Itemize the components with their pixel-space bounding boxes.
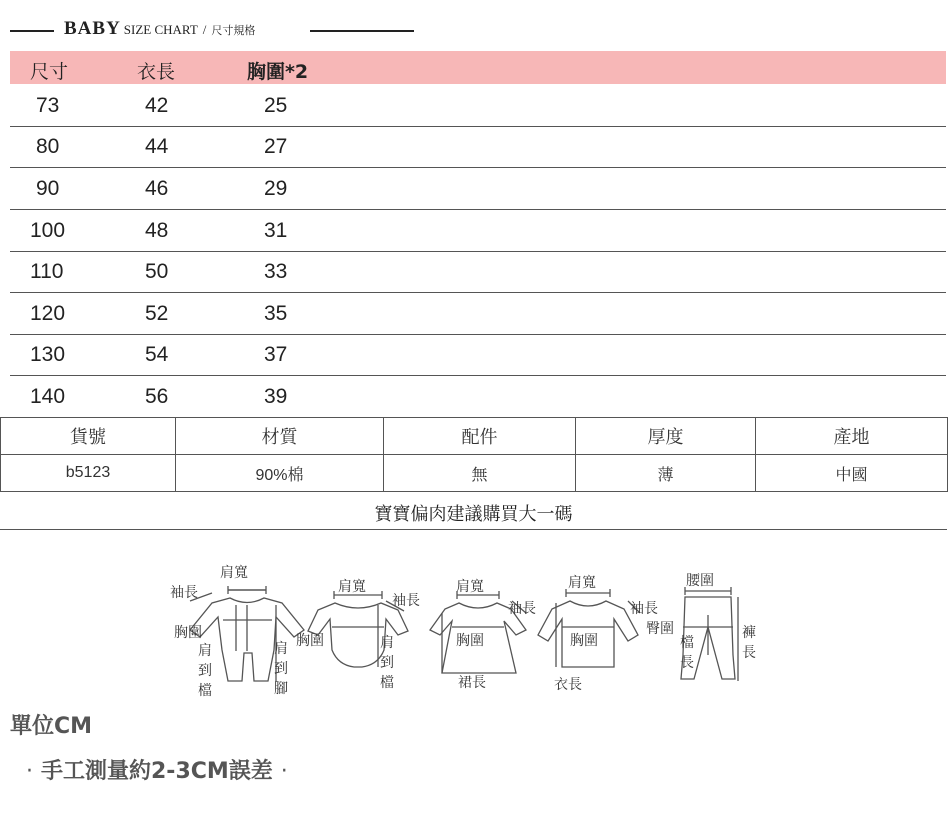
g1-foot-3: 腳 — [274, 681, 288, 697]
g5-crotch-1: 檔 — [680, 635, 694, 651]
g2-shoulder-label: 肩寬 — [338, 579, 366, 595]
info-header-origin: 產地 — [756, 418, 948, 455]
g2-sleeve-label: 袖長 — [392, 593, 420, 609]
g5-waist-label: 腰圍 — [686, 573, 714, 589]
bullet-dot-right: · — [280, 759, 288, 784]
unit-note: 單位CM — [10, 714, 93, 739]
g1-crotch-3: 檔 — [198, 683, 212, 699]
g2-crotch-3: 檔 — [380, 675, 394, 691]
cell-length: 56 — [145, 385, 169, 408]
measurement-diagram — [160, 555, 780, 705]
table-row — [10, 210, 946, 252]
g2-crotch-2: 到 — [380, 655, 394, 671]
cell-chest: 37 — [264, 343, 288, 366]
cell-size: 140 — [30, 385, 66, 408]
info-value-accessories: 無 — [384, 455, 576, 492]
cell-chest: 27 — [264, 135, 288, 158]
cell-size: 73 — [36, 94, 60, 117]
table-row — [10, 293, 946, 335]
table-row — [10, 85, 946, 127]
g2-chest-label: 胸圍 — [296, 633, 324, 649]
zh-title: 尺寸規格 — [211, 24, 256, 37]
col-header-size: 尺寸 — [30, 61, 69, 83]
g3-skirt-label: 裙長 — [458, 675, 486, 691]
info-header-material: 材質 — [176, 418, 384, 455]
advice-bar — [0, 493, 947, 530]
info-header-thickness: 厚度 — [576, 418, 756, 455]
header-rule-right — [310, 30, 414, 32]
g1-foot-1: 肩 — [274, 641, 288, 657]
table-row — [10, 376, 946, 417]
cell-length: 46 — [145, 177, 169, 200]
header-title — [64, 18, 255, 40]
info-value-thickness: 薄 — [576, 455, 756, 492]
info-header-accessories: 配件 — [384, 418, 576, 455]
g5-hip-label: 臀圍 — [646, 621, 674, 637]
cell-size: 100 — [30, 219, 66, 242]
info-value-material: 90%棉 — [176, 455, 384, 492]
g1-foot-2: 到 — [274, 661, 288, 677]
error-note-line — [18, 754, 296, 785]
product-info-value-row — [1, 455, 948, 492]
cell-chest: 39 — [264, 385, 288, 408]
g1-crotch-2: 到 — [198, 663, 212, 679]
col-header-length: 衣長 — [137, 61, 176, 83]
g1-chest-label: 胸圍 — [174, 625, 202, 641]
g1-shoulder-label: 肩寬 — [220, 565, 248, 581]
g3-sleeve-label: 袖長 — [508, 601, 536, 617]
cell-length: 54 — [145, 343, 169, 366]
g2-crotch-1: 肩 — [380, 635, 394, 651]
advice-text: 寶寶偏肉建議購買大一碼 — [374, 504, 573, 525]
table-row — [10, 251, 946, 293]
cell-chest: 29 — [264, 177, 288, 200]
info-header-sku: 貨號 — [1, 418, 176, 455]
cell-size: 80 — [36, 135, 60, 158]
cell-size: 110 — [30, 260, 64, 283]
g5-pants-2: 長 — [742, 645, 756, 661]
info-value-sku: b5123 — [1, 455, 176, 492]
product-info-header-row — [1, 418, 948, 455]
g3-chest-label: 胸圍 — [456, 633, 484, 649]
g4-chest-label: 胸圍 — [570, 633, 598, 649]
g5-pants-1: 褲 — [742, 625, 756, 641]
g4-length-label: 衣長 — [554, 677, 582, 693]
header-separator: / — [202, 22, 207, 37]
cell-length: 44 — [145, 135, 169, 158]
cell-length: 50 — [145, 260, 169, 283]
diagram-labels — [170, 565, 756, 699]
g4-sleeve-label: 袖長 — [630, 601, 658, 617]
col-header-chest: 胸圍*2 — [247, 61, 309, 83]
info-value-origin: 中國 — [756, 455, 948, 492]
brand-text: BABY — [64, 18, 121, 39]
subtitle-text: SIZE CHART — [123, 22, 198, 37]
table-row — [10, 126, 946, 168]
cell-chest: 31 — [264, 219, 288, 242]
cell-chest: 25 — [264, 94, 288, 117]
cell-length: 52 — [145, 302, 169, 325]
cell-size: 90 — [36, 177, 60, 200]
table-row — [10, 334, 946, 376]
error-note: 手工測量約2-3CM誤差 — [41, 759, 273, 784]
g4-shoulder-label: 肩寬 — [568, 575, 596, 591]
product-info-table — [0, 417, 948, 492]
header-rule-left — [10, 30, 54, 32]
bullet-dot-left: · — [26, 759, 33, 784]
cell-chest: 33 — [264, 260, 288, 283]
cell-size: 130 — [30, 343, 66, 366]
cell-length: 42 — [145, 94, 169, 117]
g1-crotch-1: 肩 — [198, 643, 212, 659]
top-diagram — [538, 589, 640, 667]
size-chart-header — [10, 18, 420, 44]
cell-length: 48 — [145, 219, 169, 242]
cell-chest: 35 — [264, 302, 288, 325]
cell-size: 120 — [30, 302, 66, 325]
g1-sleeve-label: 袖長 — [170, 585, 198, 601]
g3-shoulder-label: 肩寬 — [456, 579, 484, 595]
g5-crotch-2: 長 — [680, 655, 694, 671]
table-row — [10, 168, 946, 210]
